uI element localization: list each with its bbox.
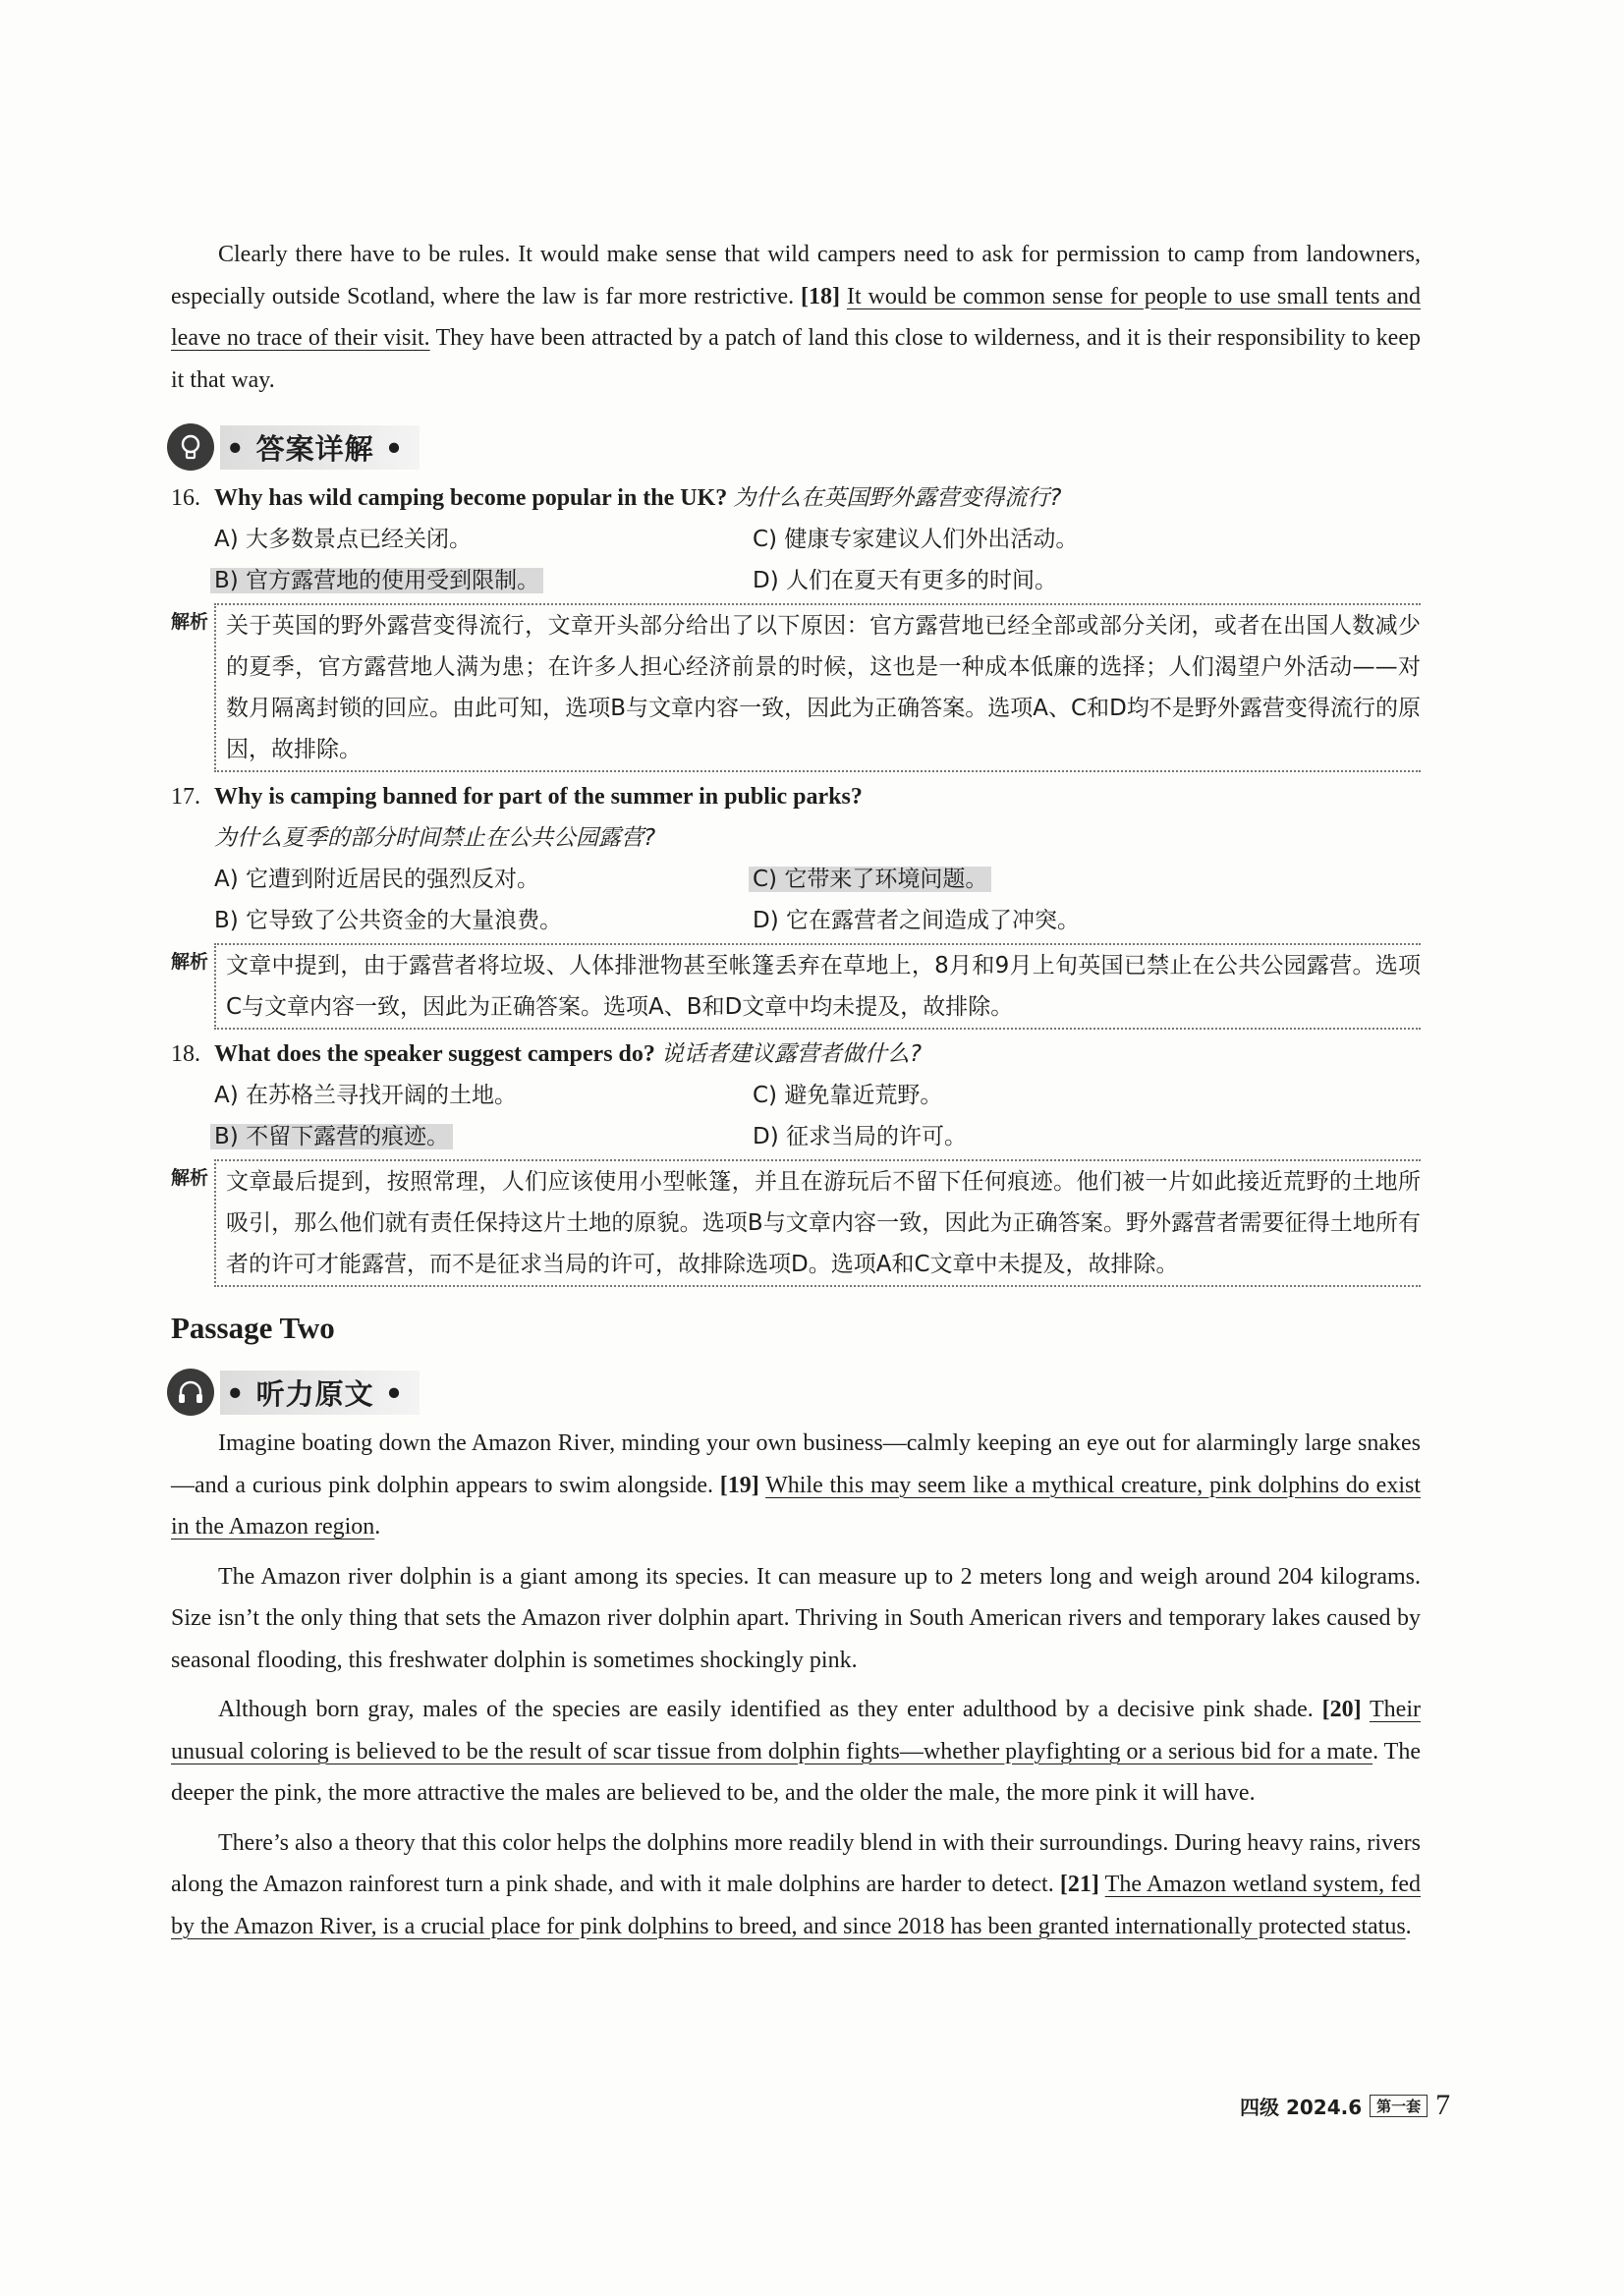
question-17: 17. Why is camping banned for part of the summer in public parks?: [171, 784, 863, 810]
analysis-16: [171, 603, 1421, 772]
analysis-mark: 解析: [171, 1167, 209, 1189]
lightbulb-icon: [167, 423, 214, 471]
question-text: Why is camping banned for part of the summer in public parks?: [214, 784, 863, 810]
options-18: [171, 1075, 1421, 1157]
analysis-text: 文章最后提到，按照常理，人们应该使用小型帐篷，并且在游玩后不留下任何痕迹。他们被一片如此接近荒野的土地所吸引，那么他们就有责任保持这片土地的原貌。选项B与文章内容一致，因此为正确答案。野外露营者需要征得土地所有者的许可才能露营，而不是征求当局的许可，故排除选项D。选项A和C文章中未提及，故排除。: [214, 1159, 1421, 1287]
option-c: C) 避免靠近荒野。: [753, 1083, 943, 1108]
question-18: 18. What does the speaker suggest campers do? 说话者建议露营者做什么?: [171, 1041, 923, 1067]
option-a: A) 在苏格兰寻找开阔的土地。: [214, 1083, 518, 1108]
question-translation: 为什么夏季的部分时间禁止在公共公园露营?: [214, 825, 656, 851]
option-a: A) 大多数景点已经关闭。: [214, 527, 473, 552]
question-tag: [19]: [719, 1472, 759, 1498]
analysis-text: 文章中提到，由于露营者将垃圾、人体排泄物甚至帐篷丢弃在草地上，8月和9月上旬英国已禁止在公共公园露营。选项C与文章内容一致，因此为正确答案。选项A、B和D文章中均未提及，故排除。: [214, 943, 1421, 1030]
analysis-mark: 解析: [171, 951, 209, 973]
question-tag: [21]: [1059, 1872, 1099, 1897]
question-16: 16. Why has wild camping become popular in the UK? 为什么在英国野外露营变得流行?: [171, 485, 1062, 511]
options-16: [171, 519, 1421, 601]
question-text: Why has wild camping become popular in the UK?: [214, 485, 728, 511]
page-footer: [1240, 2089, 1450, 2122]
passage-heading: Passage Two: [171, 1311, 335, 1345]
paragraph-rules: Clearly there have to be rules. It would make sense that wild campers need to ask for permission to camp from landowners, especially outside Scotland, where the law is far more restrictive. [18] It would be common sense for people to use small tents and leave no trace of their visit. They have been attracted by a patch of land this close to wilderness, and it is their responsibility to keep it that way.: [171, 242, 1422, 393]
page-number: 7: [1435, 2089, 1451, 2121]
paragraph-amazon-3: Although born gray, males of the species are easily identified as they enter adulthood by a decisive pink shade. [20] Their unusual coloring is believed to be the result of scar tissue from dolphin fights—whether playfighting or a serious bid for a mate. The deeper the pink, the more attractive the males are believed to be, and the older the male, the more pink it will have.: [171, 1697, 1421, 1806]
option-b: B) 它导致了公共资金的大量浪费。: [214, 908, 563, 933]
paragraph-amazon-4: There’s also a theory that this color helps the dolphins more readily blend in with their surroundings. During heavy rains, rivers along the Amazon rainforest turn a pink shade, and with it male dolphins are harder to detect. [21] The Amazon wetland system, fed by the Amazon River, is a crucial place for pink dolphins to breed, and since 2018 has been granted internationally protected status.: [171, 1829, 1421, 1939]
exam-label: 四级 2024.6: [1240, 2095, 1363, 2119]
option-d: D) 它在露营者之间造成了冲突。: [753, 908, 1080, 933]
analysis-18: [171, 1159, 1421, 1287]
paragraph-amazon-2: The Amazon river dolphin is a giant among its species. It can measure up to 2 meters long and weigh around 204 kilograms. Size isn’t the only thing that sets the Amazon river dolphin apart. Thriving in South American rivers and temporary lakes caused by seasonal flooding, this freshwater dolphin is sometimes shockingly pink.: [171, 1563, 1421, 1673]
question-tag: [20]: [1321, 1697, 1362, 1722]
analysis-text: 关于英国的野外露营变得流行，文章开头部分给出了以下原因：官方露营地已经全部或部分关闭，或者在出国人数减少的夏季，官方露营地人满为患；在许多人担心经济前景的时候，这也是一种成本低廉的选择；人们渴望户外活动——对数月隔离封锁的回应。由此可知，选项B与文章内容一致，因此为正确答案。选项A、C和D均不是野外露营变得流行的原因，故排除。: [214, 603, 1421, 772]
headphones-icon: [167, 1369, 214, 1416]
underlined-answer: Their unusual coloring is believed to be the result of scar tissue from dolphin fights—whether playfighting or a serious bid for a mate: [171, 1697, 1421, 1764]
option-b-correct: B) 官方露营地的使用受到限制。: [210, 568, 543, 593]
underlined-answer: It would be common sense for people to use small tents and leave no trace of their visit.: [171, 283, 1422, 351]
option-c-correct: C) 它带来了环境问题。: [749, 867, 991, 892]
listening-transcript-banner: [167, 1368, 1421, 1417]
banner-label: • 答案详解 •: [220, 425, 420, 470]
set-label: 第一套: [1370, 2095, 1428, 2117]
question-translation: 说话者建议露营者做什么?: [660, 1041, 923, 1067]
options-17: [171, 859, 1421, 941]
underlined-answer: The Amazon wetland system, fed by the Amazon River, is a crucial place for pink dolphins to breed, and since 2018 has been granted internationally protected status: [171, 1872, 1421, 1939]
option-d: D) 人们在夏天有更多的时间。: [753, 568, 1057, 593]
option-c: C) 健康专家建议人们外出活动。: [753, 527, 1079, 552]
analysis-mark: 解析: [171, 611, 209, 633]
analysis-17: [171, 943, 1421, 1030]
question-translation: 为什么在英国野外露营变得流行?: [733, 485, 1062, 511]
answer-explanation-banner: [167, 422, 1421, 472]
option-d: D) 征求当局的许可。: [753, 1124, 967, 1149]
option-a: A) 它遭到附近居民的强烈反对。: [214, 867, 540, 892]
question-text: What does the speaker suggest campers do?: [214, 1041, 655, 1067]
paragraph-amazon-1: Imagine boating down the Amazon River, minding your own business—calmly keeping an eye out for alarmingly large snakes—and a curious pink dolphin appears to swim alongside. [19] While this may seem like a mythical creature, pink dolphins do exist in the Amazon region.: [171, 1430, 1422, 1540]
underlined-answer: While this may seem like a mythical creature, pink dolphins do exist in the Amazon region: [171, 1472, 1422, 1540]
option-b-correct: B) 不留下露营的痕迹。: [210, 1124, 453, 1149]
question-tag: [18]: [801, 283, 841, 309]
page-content: [171, 234, 1421, 1955]
banner-label: • 听力原文 •: [220, 1371, 420, 1415]
